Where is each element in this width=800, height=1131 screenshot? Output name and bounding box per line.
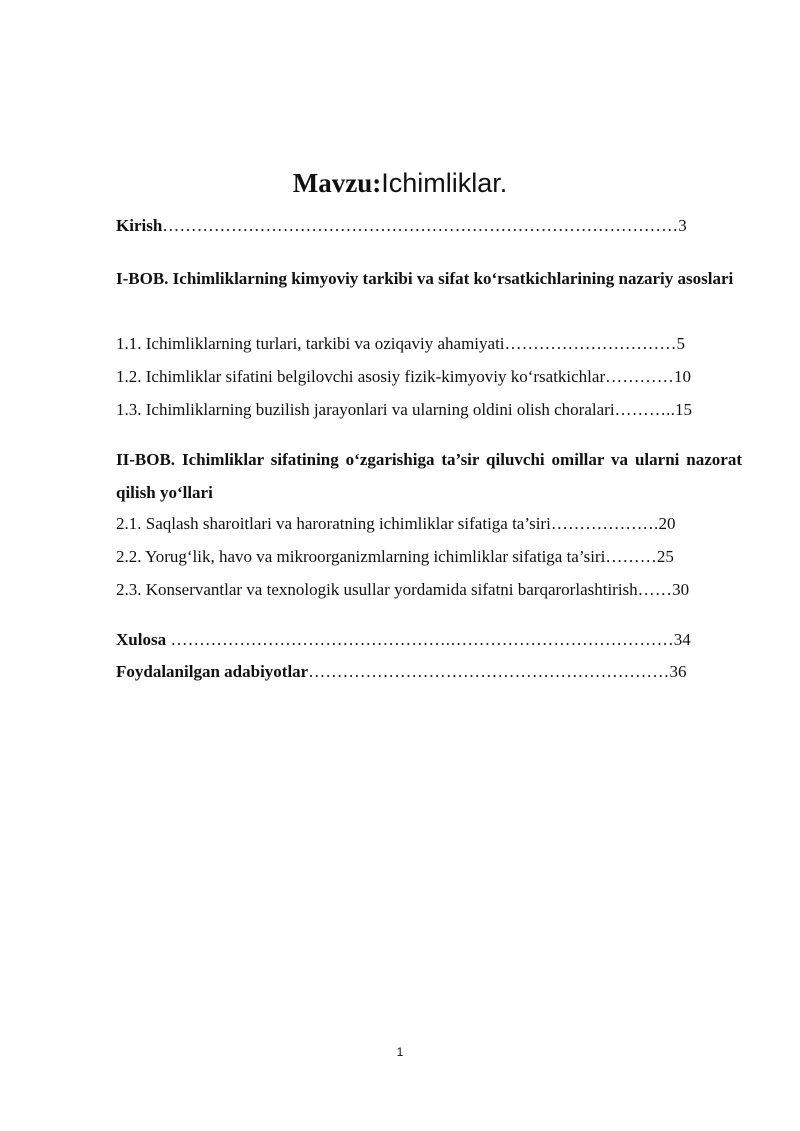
- toc-entry-label: 2.2. Yorug‘lik, havo va mikroorganizmlarning ichimliklar sifatiga ta’siri: [116, 547, 606, 566]
- toc-entry-dots: ………..: [614, 400, 676, 419]
- toc-entry-page: 34: [673, 630, 691, 649]
- toc-entry-page: 15: [675, 400, 693, 419]
- page-title: [0, 166, 800, 200]
- toc-entry-label: 2.1. Saqlash sharoitlari va haroratning ichimliklar sifatiga ta’siri: [116, 514, 551, 533]
- toc-entry-page: 20: [658, 514, 676, 533]
- toc-entry-page: 30: [672, 580, 690, 599]
- page-number: 1: [396, 1045, 404, 1059]
- toc-entry-page: 36: [669, 662, 687, 681]
- toc-entry-1-2[interactable]: [116, 365, 742, 389]
- toc-entry-conclusion[interactable]: [116, 628, 742, 652]
- toc-entry-dots: ………: [605, 547, 657, 566]
- toc-entry-dots: ………………………………………………………: [308, 662, 670, 681]
- toc-entry-page: 3: [678, 216, 687, 235]
- toc-entry-label: 1.2. Ichimliklar sifatini belgilovchi asosiy fizik-kimyoviy ko‘rsatkichlar: [116, 367, 606, 386]
- title-topic: Ichimliklar.: [381, 168, 508, 198]
- toc-entry-2-1[interactable]: [116, 512, 742, 536]
- toc-entry-page: 10: [673, 367, 691, 386]
- toc-entry-page: 25: [656, 547, 674, 566]
- title-prefix: Mavzu:: [292, 168, 382, 198]
- toc-entry-intro[interactable]: [116, 214, 742, 238]
- toc-entry-dots: ………………………………………………………………………………: [162, 216, 679, 235]
- toc-entry-1-3[interactable]: [116, 398, 742, 422]
- chapter-2-heading[interactable]: II-BOB. Ichimliklar sifatining o‘zgarishiga ta’sir qiluvchi omillar va ularni nazorat qilish yo‘llari: [116, 450, 742, 502]
- toc-entry-label: Kirish: [116, 216, 163, 235]
- toc-entry-label: 1.3. Ichimliklarning buzilish jarayonlari va ularning oldini olish choralari: [116, 400, 615, 419]
- toc-entry-label: Xulosa: [116, 630, 167, 649]
- toc-entry-1-1[interactable]: [116, 332, 742, 356]
- toc-entry-label: Foydalanilgan adabiyotlar: [116, 662, 309, 681]
- toc-entry-dots: ……: [637, 580, 673, 599]
- toc-entry-label: 2.3. Konservantlar va texnologik usullar yordamida sifatni barqarorlashtirish: [116, 580, 638, 599]
- toc-entry-2-3[interactable]: [116, 578, 742, 602]
- toc-entry-dots: …………………………: [504, 334, 677, 353]
- toc-entry-dots: ……………….: [550, 514, 659, 533]
- toc-entry-dots: ………………………………………….…………………………………: [166, 630, 674, 649]
- toc-entry-label: 1.1. Ichimliklarning turlari, tarkibi va oziqaviy ahamiyati: [116, 334, 505, 353]
- toc-entry-dots: …………: [605, 367, 674, 386]
- toc-entry-page: 5: [676, 334, 686, 353]
- chapter-1-heading[interactable]: I-BOB. Ichimliklarning kimyoviy tarkibi va sifat ko‘rsatkichlarining nazariy asoslari: [116, 269, 734, 288]
- toc-entry-2-2[interactable]: [116, 545, 742, 569]
- toc-entry-references[interactable]: [116, 660, 742, 684]
